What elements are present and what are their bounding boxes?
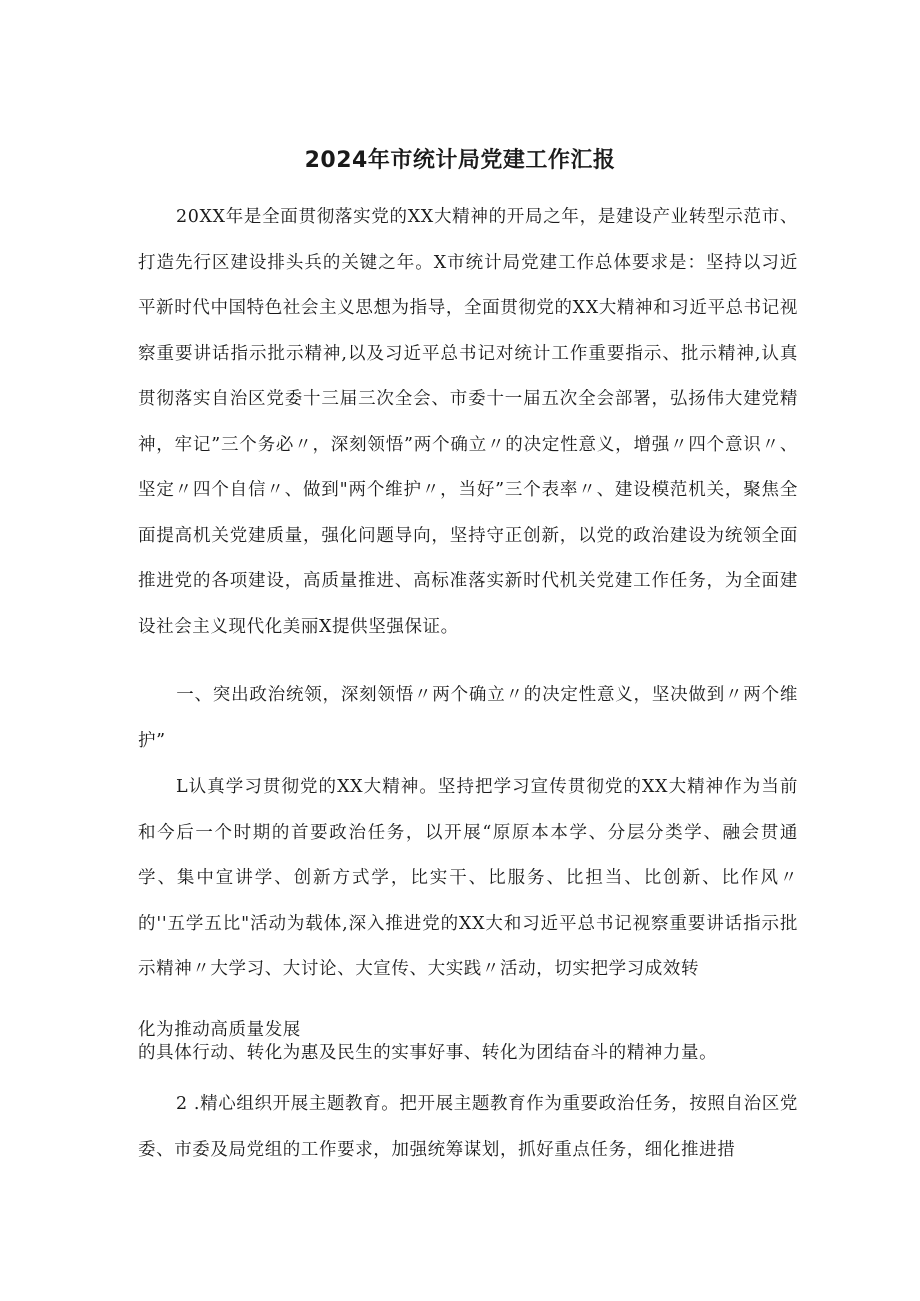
paragraph-item-1	[138, 765, 798, 993]
paragraph-item-1-tail-line-1: 化为推动高质量发展	[138, 1020, 301, 1040]
paragraph-item-2-text: 2 .精心组织开展主题教育。把开展主题教育作为重要政治任务，按照自治区党委、市委及局党组的工作要求，加强统筹谋划，抓好重点任务，细化推进措	[138, 1094, 798, 1160]
paragraph-intro	[138, 195, 798, 650]
document-title: 2024年市统计局党建工作汇报	[304, 148, 616, 173]
paragraph-item-2	[138, 1082, 798, 1173]
paragraph-intro-text: 20XX年是全面贯彻落实党的XX大精神的开局之年，是建设产业转型示范市、打造先行区建设排头兵的关键之年。X市统计局党建工作总体要求是：坚持以习近平新时代中国特色社会主义思想为指导，全面贯彻党的XX大精神和习近平总书记视察重要讲话指示批示精神,以及习近平总书记对统计工作重要指示、批示精神,认真贯彻落实自治区党委十三届三次全会、市委十一届五次全会部署，弘扬伟大建党精神，牢记”三个务必〃，深刻领悟”两个确立〃的决定性意义，增强〃四个意识〃、坚定〃四个自信〃、做到"两个维护〃，当好”三个表率〃、建设模范机关，聚焦全面提高机关党建质量，强化问题导向，坚持守正创新，以党的政治建设为统领全面推进党的各项建设，高质量推进、高标准落实新时代机关党建工作任务，为全面建设社会主义现代化美丽X提供坚强保证。	[138, 207, 798, 637]
section-heading-1-text: 一、突出政治统领，深刻领悟〃两个确立〃的决定性意义，坚决做到〃两个维护”	[138, 685, 798, 751]
section-heading-1	[138, 673, 798, 764]
paragraph-item-1-tail-line-2: 的具体行动、转化为惠及民生的实事好事、转化为团结奋斗的精神力量。	[138, 1043, 718, 1063]
paragraph-item-1-text: L认真学习贯彻党的XX大精神。坚持把学习宣传贯彻党的XX大精神作为当前和今后一个时期的首要政治任务，以开展“原原本本学、分层分类学、融会贯通学、集中宣讲学、创新方式学，比实干、比服务、比担当、比创新、比作风〃的''五学五比"活动为载体,深入推进党的XX大和习近平总书记视察重要讲话指示批示精神〃大学习、大讨论、大宣传、大实践〃活动，切实把学习成效转	[138, 777, 798, 979]
